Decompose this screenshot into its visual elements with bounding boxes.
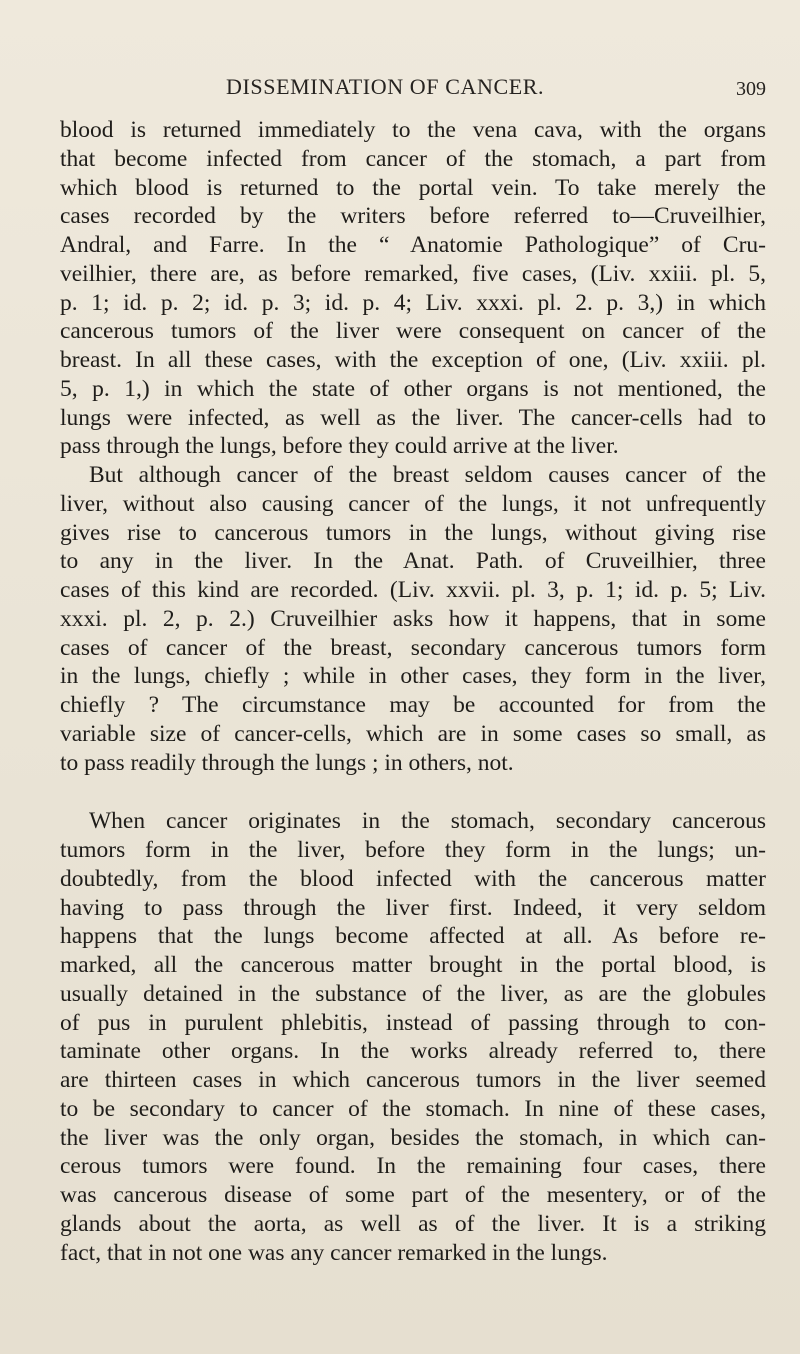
text-line: fact, that in not one was any cancer remarked in the lungs.: [60, 1239, 608, 1266]
text-line: happens that the lungs become affected at all. As before re-: [60, 923, 766, 950]
text-line: of pus in purulent phlebitis, instead of passing through to con-: [60, 1009, 766, 1036]
text-line: the liver was the only organ, besides the stomach, in which can-: [60, 1124, 766, 1151]
text-line: taminate other organs. In the works already referred to, there: [60, 1038, 766, 1065]
text-line: glands about the aorta, as well as of the liver. It is a striking: [60, 1210, 766, 1237]
text-line: cases recorded by the writers before referred to—Cruveilhier,: [60, 203, 766, 230]
text-line: xxxi. pl. 2, p. 2.) Cruveilhier asks how it happens, that in some: [60, 605, 766, 632]
text-line: doubtedly, from the blood infected with the cancerous matter: [60, 865, 766, 892]
text-line: to any in the liver. In the Anat. Path. of Cruveilhier, three: [60, 548, 766, 575]
paragraph-spacer: [60, 777, 766, 807]
text-line: marked, all the cancerous matter brought in the portal blood, is: [60, 952, 766, 978]
text-line: to be secondary to cancer of the stomach. In nine of these cases,: [60, 1095, 766, 1122]
text-line: gives rise to cancerous tumors in the lungs, without giving rise: [60, 519, 766, 546]
text-line: in the lungs, chiefly ; while in other cases, they form in the liver,: [60, 663, 766, 690]
text-line: lungs were infected, as well as the liver. The cancer-cells had to: [60, 404, 766, 431]
text-line: cancerous tumors of the liver were consequent on cancer of the: [60, 318, 766, 345]
running-head: [0, 74, 800, 110]
running-title: DISSEMINATION OF CANCER.: [226, 74, 545, 99]
text-line: blood is returned immediately to the vena cava, with the organs: [60, 117, 766, 143]
text-line: are thirteen cases in which cancerous tumors in the liver seemed: [60, 1067, 766, 1093]
paragraph-3: [60, 807, 766, 1267]
paragraph-1: [60, 116, 766, 461]
text-line: chiefly ? The circumstance may be accounted for from the: [60, 692, 766, 718]
text-line: When cancer originates in the stomach, secondary cancerous: [89, 808, 766, 835]
text-line: variable size of cancer-cells, which are in some cases so small, as: [60, 720, 766, 747]
text-line: that become infected from cancer of the stomach, a part from: [60, 145, 766, 172]
text-line: which blood is returned to the portal vein. To take merely the: [60, 174, 766, 201]
body-text: [60, 116, 766, 1267]
text-line: But although cancer of the breast seldom causes cancer of the: [89, 462, 766, 488]
text-line: tumors form in the liver, before they form in the lungs; un-: [60, 837, 766, 863]
text-line: liver, without also causing cancer of the lungs, it not unfrequently: [60, 490, 766, 517]
text-line: to pass readily through the lungs ; in others, not.: [60, 749, 514, 776]
text-line: having to pass through the liver first. Indeed, it very seldom: [60, 894, 766, 921]
paragraph-2: [60, 461, 766, 777]
text-line: breast. In all these cases, with the exception of one, (Liv. xxiii. pl.: [60, 347, 766, 373]
text-line: p. 1; id. p. 2; id. p. 3; id. p. 4; Liv. xxxi. pl. 2. p. 3,) in which: [60, 289, 766, 316]
text-line: veilhier, there are, as before remarked, five cases, (Liv. xxiii. pl. 5,: [60, 260, 766, 287]
text-line: cases of cancer of the breast, secondary cancerous tumors form: [60, 634, 766, 661]
text-line: 5, p. 1,) in which the state of other organs is not mentioned, the: [60, 375, 766, 402]
text-line: was cancerous disease of some part of the mesentery, or of the: [60, 1182, 766, 1208]
text-line: pass through the lungs, before they could arrive at the liver.: [60, 433, 619, 460]
page-number: 309: [736, 78, 766, 100]
text-line: cases of this kind are recorded. (Liv. xxvii. pl. 3, p. 1; id. p. 5; Liv.: [60, 577, 766, 603]
text-line: Andral, and Farre. In the “ Anatomie Pathologique” of Cru-: [60, 232, 766, 258]
text-line: cerous tumors were found. In the remaining four cases, there: [60, 1153, 766, 1180]
text-line: usually detained in the substance of the liver, as are the globules: [60, 980, 766, 1007]
